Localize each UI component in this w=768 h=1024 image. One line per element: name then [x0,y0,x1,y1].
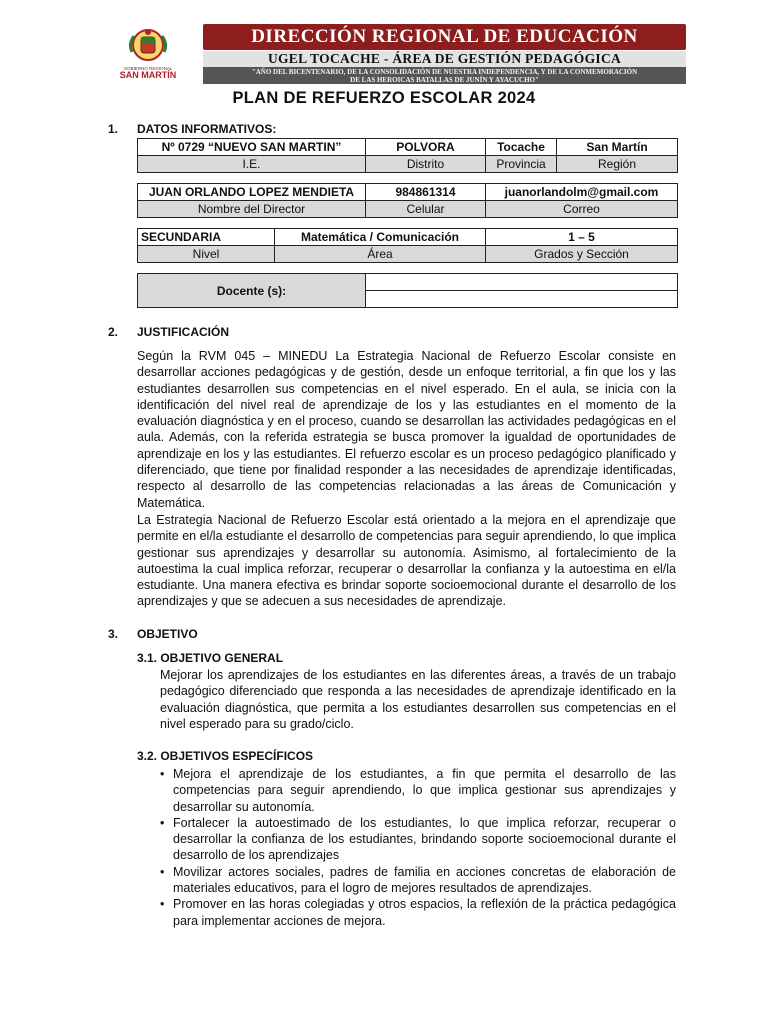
phone-label: Celular [366,201,486,218]
logo-caption-region: SAN MARTÍN [119,70,177,80]
banner-title: DIRECCIÓN REGIONAL DE EDUCACIÓN [203,24,686,50]
section-1-title: DATOS INFORMATIVOS: [137,122,277,136]
table-row [138,229,678,246]
section-3-number: 3. [108,627,119,641]
ie-label: I.E. [138,156,366,173]
email-label: Correo [486,201,678,218]
ie-name-cell: Nº 0729 “NUEVO SAN MARTIN” [138,139,366,156]
ie-info-table [137,138,678,173]
document-title: PLAN DE REFUERZO ESCOLAR 2024 [232,89,536,107]
teacher-table [137,273,678,308]
phone-cell: 984861314 [366,184,486,201]
level-label: Nivel [138,246,275,263]
objective-text: Movilizar actores sociales, padres de familia en acciones concretas de elaboración de materiales educativos, para el logro de mejores resultados de aprendizajes. [173,864,676,896]
director-info-table [137,183,678,218]
list-item [160,766,676,815]
province-label: Provincia [486,156,557,173]
teacher-name-field-2[interactable] [366,291,678,308]
specific-objectives-title: 3.2. OBJETIVOS ESPECÍFICOS [137,749,314,763]
table-row [138,184,678,201]
bullet-icon: • [160,815,165,830]
area-cell: Matemática / Comunicación [275,229,486,246]
justification-paragraph-1: Según la RVM 045 – MINEDU La Estrategia Nacional de Refuerzo Escolar consiste en desarrollar acciones pedagógicas y de gestión, desde un enfoque territorial, a fin que los y las estudiantes desarrollen sus competencias en el nivel esperado. En el aula, se inicia con la identificación del nivel real de aprendizaje de los y las estudiantes en el momento de la evaluación diagnóstica y en el proceso, cuando se desarrollan las actividades pedagógicas en el aula. Además, con la referida estrategia se busca promover la igualdad de oportunidades de aprendizaje en los y las estudiantes. El refuerzo escolar es un proceso pedagógico planificado y diferenciado, que tiene por finalidad responder a las necesidades de aprendizaje identificadas, respecto al desarrollo de las competencias relacionadas a las áreas de Comunicación y Matemática. [137,349,676,510]
list-item [160,815,676,864]
justification-paragraph-2: La Estrategia Nacional de Refuerzo Escolar está orientado a la mejora en el aprendizaje que permite en el/la estudiante el desarrollo de competencias para seguir aprendiendo, lo que implica gestionar sus aprendizajes y desarrollar su autonomía. Asimismo, al fortalecimiento de la autoestima la cual implica reforzar, recuperar o desarrollar la confianza y la autoestima en el/la estudiante. Una manera efectiva es brindar soporte socioemocional durante el desarrollo de los aprendizajes y que se adecuen a sus necesidades de aprendizaje. [137,513,676,609]
bullet-icon: • [160,767,165,781]
section-2-title: JUSTIFICACIÓN [137,325,230,339]
level-info-table [137,228,678,263]
banner-motto-line-1: "AÑO DEL BICENTENARIO, DE LA CONSOLIDACIÓN DE NUESTRA INDEPENDENCIA, Y DE LA CONMEMORACIÓN [251,68,638,76]
banner-motto [203,67,686,84]
province-cell: Tocache [486,139,557,156]
banner-subtitle: UGEL TOCACHE - ÁREA DE GESTIÓN PEDAGÓGICA [203,51,686,67]
table-row [138,201,678,218]
table-row [138,156,678,173]
district-label: Distrito [366,156,486,173]
objective-text: Promover en las horas colegiadas y otros espacios, la reflexión de la práctica pedagógica para implementar acciones de mejora. [173,897,676,928]
list-item [160,896,676,929]
area-label: Área [275,246,486,263]
district-cell: POLVORA [366,139,486,156]
grades-label: Grados y Sección [486,246,678,263]
director-label: Nombre del Director [138,201,366,218]
director-name-cell: JUAN ORLANDO LOPEZ MENDIETA [138,184,366,201]
level-cell: SECUNDARIA [138,229,275,246]
general-objective-title: 3.1. OBJETIVO GENERAL [137,651,284,665]
coat-of-arms-icon [126,26,170,66]
logo-caption-small: GOBIERNO REGIONAL [123,66,173,71]
table-row [138,139,678,156]
general-objective-text: Mejorar los aprendizajes de los estudiantes en las diferentes áreas, a través de un trabajo pedagógico diferenciado que responda a las necesidades de aprendizaje identificado en la evaluación diagnóstica, que permita a los estudiantes desarrollen sus competencias en el nivel esperado para su grado/ciclo. [160,668,676,731]
section-1-number: 1. [108,122,119,136]
teacher-name-field-1[interactable] [366,274,678,291]
section-3-title: OBJETIVO [137,627,198,641]
banner-motto-line-2: DE LAS HEROICAS BATALLAS DE JUNÍN Y AYACUCHO" [350,76,539,84]
list-item [160,864,676,897]
table-row [138,274,678,291]
teacher-label: Docente (s): [138,274,366,308]
grades-cell: 1 – 5 [486,229,678,246]
region-cell: San Martín [557,139,678,156]
table-row [138,246,678,263]
bullet-icon: • [160,897,165,912]
objective-text: Fortalecer la autoestimado de los estudiantes, lo que implica reforzar, recuperar o desarrollar la confianza de los estudiantes, brindando soporte socioemocional durante el desarrollo de los aprendizajes [173,815,676,863]
section-2-number: 2. [108,325,119,339]
bullet-icon: • [160,864,165,879]
region-label: Región [557,156,678,173]
objective-text: Mejora el aprendizaje de los estudiantes, a fin que permita el desarrollo de las competencias para seguir aprendiendo, lo que implica gestionar sus aprendizajes y desarrollar su autonomía. [173,767,676,814]
regional-government-logo [110,26,186,82]
email-cell: juanorlandolm@gmail.com [486,184,678,201]
specific-objectives-list [160,766,676,929]
